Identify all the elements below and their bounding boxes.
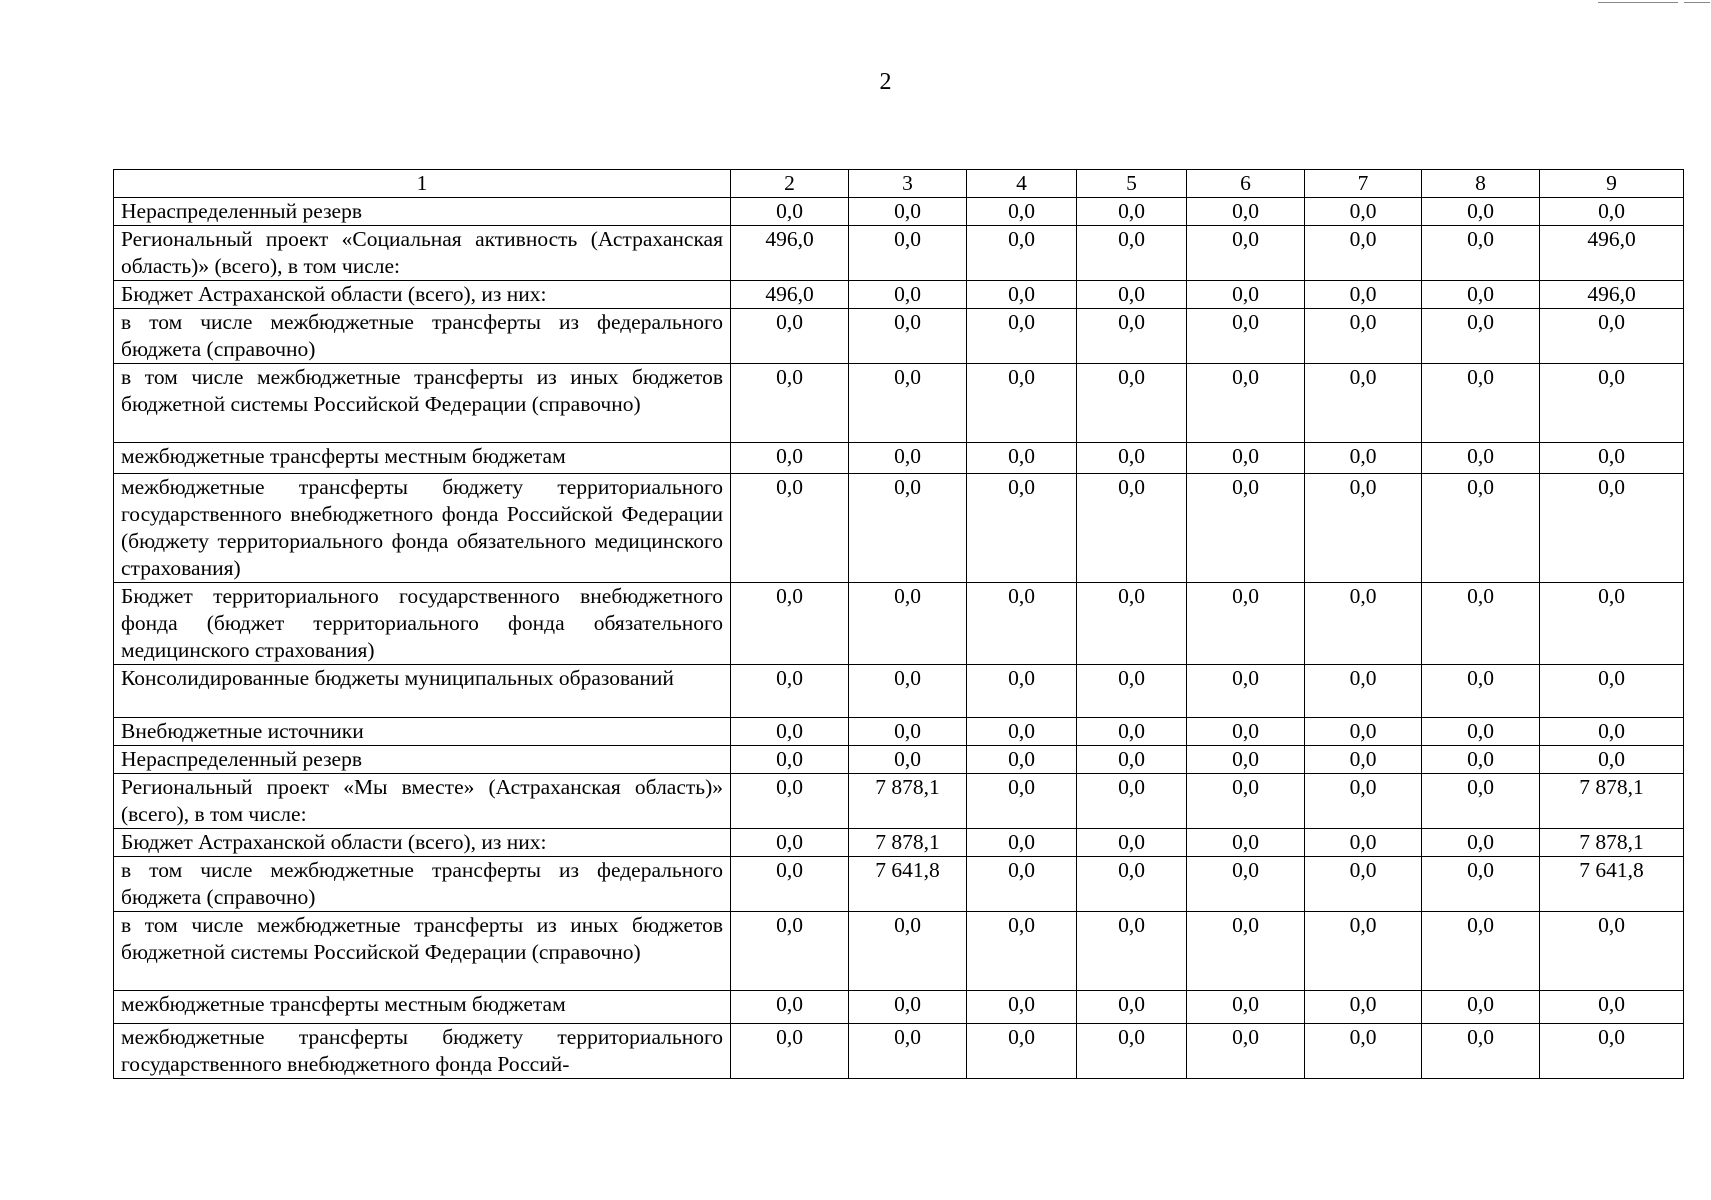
row-value: 0,0: [1305, 281, 1422, 309]
row-value: 0,0: [1540, 991, 1684, 1024]
row-value: 0,0: [1422, 198, 1540, 226]
row-value: 0,0: [849, 746, 967, 774]
row-label: межбюджетные трансферты бюджету территориального государственного внебюджетного фонда Российской Федерации (бюджету территориального фонда обязательного медицинского страхования): [114, 474, 731, 583]
row-value: 0,0: [1540, 443, 1684, 474]
table-row: [114, 665, 1684, 718]
row-label: Региональный проект «Социальная активность (Астраханская область)» (всего), в том числе:: [114, 226, 731, 281]
row-value: 0,0: [1540, 474, 1684, 583]
table-row: [114, 309, 1684, 364]
row-value: 0,0: [1540, 665, 1684, 718]
row-value: 0,0: [1422, 857, 1540, 912]
row-value: 0,0: [1305, 912, 1422, 991]
row-value: 496,0: [731, 226, 849, 281]
row-value: 7 878,1: [1540, 774, 1684, 829]
row-value: 0,0: [1077, 364, 1187, 443]
row-value: 0,0: [967, 583, 1077, 665]
column-header: 1: [114, 170, 731, 198]
row-value: 0,0: [967, 474, 1077, 583]
column-header: 9: [1540, 170, 1684, 198]
row-value: 0,0: [1305, 746, 1422, 774]
row-value: 0,0: [1305, 665, 1422, 718]
row-value: 0,0: [1305, 857, 1422, 912]
row-value: 0,0: [967, 829, 1077, 857]
row-value: 0,0: [1540, 718, 1684, 746]
row-value: 0,0: [1187, 1024, 1305, 1079]
budget-table: [113, 169, 1684, 1079]
row-value: 0,0: [1540, 912, 1684, 991]
column-header: 7: [1305, 170, 1422, 198]
table-row: [114, 583, 1684, 665]
row-value: 0,0: [1187, 718, 1305, 746]
column-header: 4: [967, 170, 1077, 198]
row-value: 0,0: [1422, 583, 1540, 665]
row-value: 0,0: [1540, 309, 1684, 364]
row-value: 0,0: [1422, 309, 1540, 364]
row-value: 0,0: [1540, 583, 1684, 665]
row-value: 0,0: [1077, 583, 1187, 665]
table-row: [114, 1024, 1684, 1079]
row-value: 0,0: [967, 309, 1077, 364]
column-header: 6: [1187, 170, 1305, 198]
row-value: 0,0: [1422, 665, 1540, 718]
row-value: 0,0: [1305, 309, 1422, 364]
row-value: 7 641,8: [849, 857, 967, 912]
row-value: 0,0: [1077, 226, 1187, 281]
row-label: Бюджет территориального государственного внебюджетного фонда (бюджет территориального фонда обязательного медицинского страхования): [114, 583, 731, 665]
row-label: Нераспределенный резерв: [114, 746, 731, 774]
row-value: 0,0: [849, 281, 967, 309]
row-value: 0,0: [1422, 991, 1540, 1024]
row-value: 0,0: [1540, 746, 1684, 774]
page-number: 2: [879, 69, 892, 95]
row-value: 0,0: [1305, 443, 1422, 474]
row-label: в том числе межбюджетные трансферты из федерального бюджета (справочно): [114, 857, 731, 912]
row-label: Бюджет Астраханской области (всего), из них:: [114, 829, 731, 857]
row-value: 0,0: [967, 1024, 1077, 1079]
row-value: 0,0: [1305, 198, 1422, 226]
row-value: 0,0: [1187, 912, 1305, 991]
row-value: 496,0: [1540, 226, 1684, 281]
row-value: 0,0: [731, 364, 849, 443]
row-value: 0,0: [967, 198, 1077, 226]
table-row: [114, 474, 1684, 583]
row-value: 0,0: [1077, 746, 1187, 774]
row-value: 0,0: [1305, 829, 1422, 857]
table-row: [114, 912, 1684, 991]
row-value: 0,0: [1077, 281, 1187, 309]
row-label: Внебюджетные источники: [114, 718, 731, 746]
row-value: 0,0: [1077, 774, 1187, 829]
row-value: 0,0: [1077, 1024, 1187, 1079]
row-value: 0,0: [731, 443, 849, 474]
row-value: 0,0: [1422, 474, 1540, 583]
row-value: 0,0: [849, 198, 967, 226]
row-value: 0,0: [967, 281, 1077, 309]
row-value: 0,0: [1540, 364, 1684, 443]
row-value: 0,0: [849, 364, 967, 443]
row-value: 0,0: [967, 443, 1077, 474]
row-value: 0,0: [1187, 281, 1305, 309]
row-value: 0,0: [1422, 443, 1540, 474]
row-value: 0,0: [967, 746, 1077, 774]
row-value: 0,0: [967, 857, 1077, 912]
row-value: 0,0: [1305, 1024, 1422, 1079]
row-value: 0,0: [849, 474, 967, 583]
row-label: межбюджетные трансферты местным бюджетам: [114, 443, 731, 474]
row-value: 7 878,1: [849, 829, 967, 857]
row-value: 0,0: [849, 665, 967, 718]
row-value: 0,0: [1422, 829, 1540, 857]
row-value: 0,0: [1187, 857, 1305, 912]
scan-edge-line: [1598, 2, 1678, 3]
row-value: 0,0: [967, 364, 1077, 443]
row-label: в том числе межбюджетные трансферты из иных бюджетов бюджетной системы Российской Федерации (справочно): [114, 364, 731, 443]
column-header: 8: [1422, 170, 1540, 198]
row-label: Бюджет Астраханской области (всего), из них:: [114, 281, 731, 309]
row-label: Региональный проект «Мы вместе» (Астраханская область)» (всего), в том числе:: [114, 774, 731, 829]
row-value: 0,0: [1077, 991, 1187, 1024]
row-value: 0,0: [731, 309, 849, 364]
row-value: 0,0: [1187, 583, 1305, 665]
row-value: 0,0: [1305, 718, 1422, 746]
row-value: 0,0: [1077, 857, 1187, 912]
row-value: 0,0: [1187, 665, 1305, 718]
row-value: 0,0: [967, 774, 1077, 829]
row-value: 0,0: [1077, 829, 1187, 857]
row-label: Нераспределенный резерв: [114, 198, 731, 226]
row-value: 7 878,1: [1540, 829, 1684, 857]
row-value: 0,0: [967, 912, 1077, 991]
row-value: 0,0: [1305, 474, 1422, 583]
table-row: [114, 364, 1684, 443]
row-value: 0,0: [1305, 364, 1422, 443]
row-value: 0,0: [849, 226, 967, 281]
row-value: 0,0: [1540, 198, 1684, 226]
row-value: 0,0: [967, 718, 1077, 746]
row-value: 0,0: [849, 443, 967, 474]
row-value: 0,0: [1187, 198, 1305, 226]
table-row: [114, 746, 1684, 774]
row-value: 0,0: [731, 474, 849, 583]
row-value: 0,0: [849, 912, 967, 991]
scan-edge-line: [1684, 2, 1710, 3]
row-value: 496,0: [731, 281, 849, 309]
row-value: 0,0: [1305, 774, 1422, 829]
table-row: [114, 198, 1684, 226]
row-value: 7 641,8: [1540, 857, 1684, 912]
row-value: 0,0: [1187, 774, 1305, 829]
row-value: 0,0: [849, 991, 967, 1024]
row-value: 0,0: [1077, 665, 1187, 718]
table-row: [114, 829, 1684, 857]
row-value: 0,0: [849, 1024, 967, 1079]
row-value: 0,0: [1422, 774, 1540, 829]
table-row: [114, 774, 1684, 829]
row-value: 0,0: [1187, 226, 1305, 281]
row-label: Консолидированные бюджеты муниципальных образований: [114, 665, 731, 718]
row-value: 0,0: [1422, 226, 1540, 281]
table-row: [114, 443, 1684, 474]
row-value: 0,0: [731, 1024, 849, 1079]
row-value: 0,0: [1077, 198, 1187, 226]
row-value: 0,0: [1422, 364, 1540, 443]
table-row: [114, 226, 1684, 281]
row-value: 0,0: [849, 718, 967, 746]
row-value: 0,0: [1422, 746, 1540, 774]
column-header: 2: [731, 170, 849, 198]
row-value: 0,0: [731, 746, 849, 774]
row-value: 0,0: [849, 309, 967, 364]
row-value: 0,0: [1077, 474, 1187, 583]
column-header: 3: [849, 170, 967, 198]
row-value: 0,0: [1422, 281, 1540, 309]
row-value: 0,0: [1422, 912, 1540, 991]
row-value: 0,0: [1187, 309, 1305, 364]
table-row: [114, 718, 1684, 746]
row-value: 0,0: [1422, 1024, 1540, 1079]
row-value: 0,0: [731, 665, 849, 718]
row-value: 0,0: [1305, 991, 1422, 1024]
row-value: 0,0: [731, 583, 849, 665]
row-value: 0,0: [1077, 718, 1187, 746]
row-label: межбюджетные трансферты местным бюджетам: [114, 991, 731, 1024]
row-value: 0,0: [731, 718, 849, 746]
row-value: 0,0: [967, 665, 1077, 718]
row-value: 0,0: [1187, 364, 1305, 443]
table-row: [114, 991, 1684, 1024]
row-value: 0,0: [1187, 829, 1305, 857]
row-value: 0,0: [1187, 474, 1305, 583]
row-label: в том числе межбюджетные трансферты из федерального бюджета (справочно): [114, 309, 731, 364]
row-label: межбюджетные трансферты бюджету территориального государственного внебюджетного фонда Россий-: [114, 1024, 731, 1079]
row-value: 0,0: [1187, 746, 1305, 774]
table-row: [114, 281, 1684, 309]
row-value: 496,0: [1540, 281, 1684, 309]
row-value: 0,0: [731, 857, 849, 912]
row-value: 0,0: [967, 991, 1077, 1024]
row-value: 0,0: [731, 774, 849, 829]
row-value: 0,0: [849, 583, 967, 665]
row-value: 0,0: [731, 198, 849, 226]
row-value: 7 878,1: [849, 774, 967, 829]
row-value: 0,0: [731, 829, 849, 857]
row-label: в том числе межбюджетные трансферты из иных бюджетов бюджетной системы Российской Федерации (справочно): [114, 912, 731, 991]
row-value: 0,0: [1305, 583, 1422, 665]
row-value: 0,0: [1422, 718, 1540, 746]
row-value: 0,0: [1305, 226, 1422, 281]
row-value: 0,0: [1077, 309, 1187, 364]
row-value: 0,0: [1187, 443, 1305, 474]
row-value: 0,0: [731, 912, 849, 991]
row-value: 0,0: [1077, 443, 1187, 474]
row-value: 0,0: [967, 226, 1077, 281]
table-header-row: [114, 170, 1684, 198]
column-header: 5: [1077, 170, 1187, 198]
row-value: 0,0: [1077, 912, 1187, 991]
row-value: 0,0: [1187, 991, 1305, 1024]
table-row: [114, 857, 1684, 912]
row-value: 0,0: [1540, 1024, 1684, 1079]
row-value: 0,0: [731, 991, 849, 1024]
